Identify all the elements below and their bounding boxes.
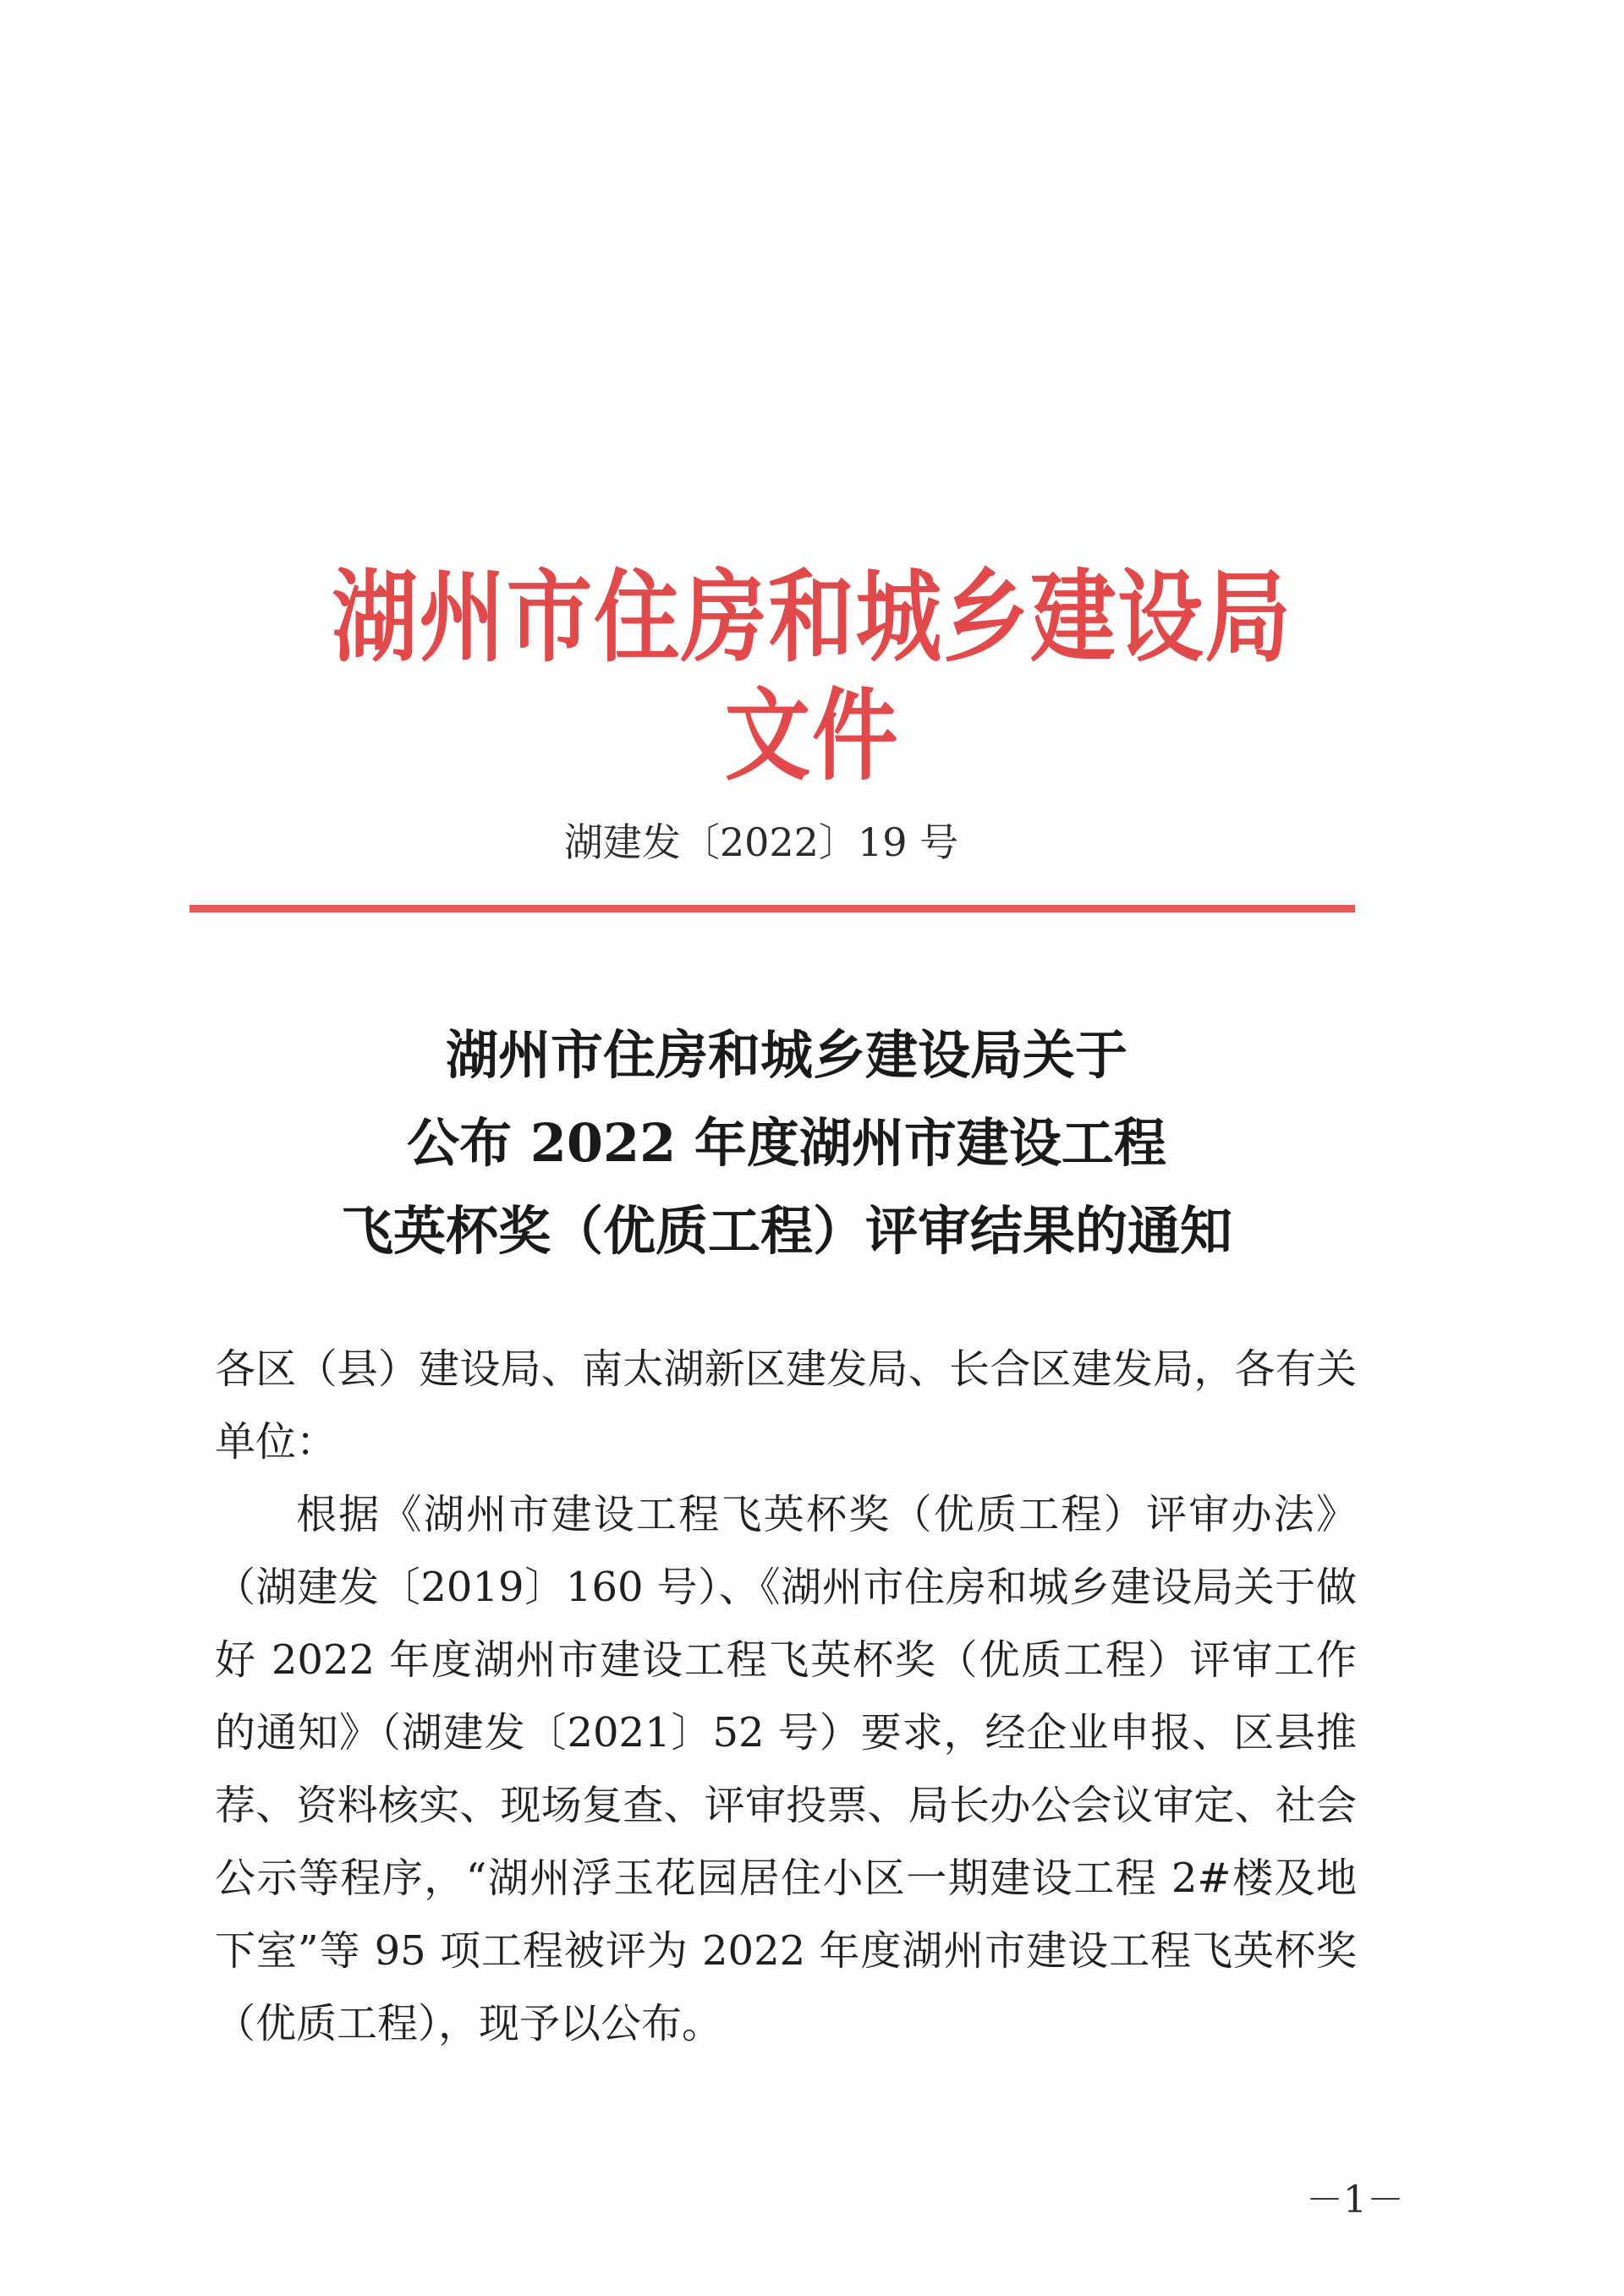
- notice-title-line-3: 飞英杯奖（优质工程）评审结果的通知: [340, 1200, 1232, 1262]
- notice-title-line-1: 湖州市住房和城乡建设局关于: [445, 1024, 1127, 1086]
- main-paragraph: 根据《湖州市建设工程飞英杯奖（优质工程）评审办法》（湖建发〔2019〕160 号）、《湖州市住房和城乡建设局关于做好 2022 年度湖州市建设工程飞英杯奖（优质工程）评审工作的通知》（湖建发〔2021〕52 号）要求，经企业申报、区县推荐、资料核实、现场复查、评审投票、局长办公会议审定、社会公示等程序，“湖州浮玉花园居住小区一期建设工程 2#楼及地下室”等 95 项工程被评为 2022 年度湖州市建设工程飞英杯奖（优质工程），现予以公布。: [215, 1491, 1357, 2047]
- notice-body: [215, 1333, 1357, 2060]
- issuing-authority-title: 湖州市住房和城乡建设局文件: [332, 559, 1292, 794]
- red-divider-line: [189, 905, 1355, 912]
- addressee-paragraph: 各区（县）建设局、南太湖新区建发局、长合区建发局，各有关单位：: [215, 1345, 1357, 1466]
- notice-title-line-2: 公布 2022 年度湖州市建设工程: [407, 1112, 1166, 1174]
- notice-title: [203, 1011, 1370, 1275]
- document-number: 湖建发〔2022〕19 号: [563, 819, 959, 865]
- page-number: －1－: [1306, 2178, 1404, 2222]
